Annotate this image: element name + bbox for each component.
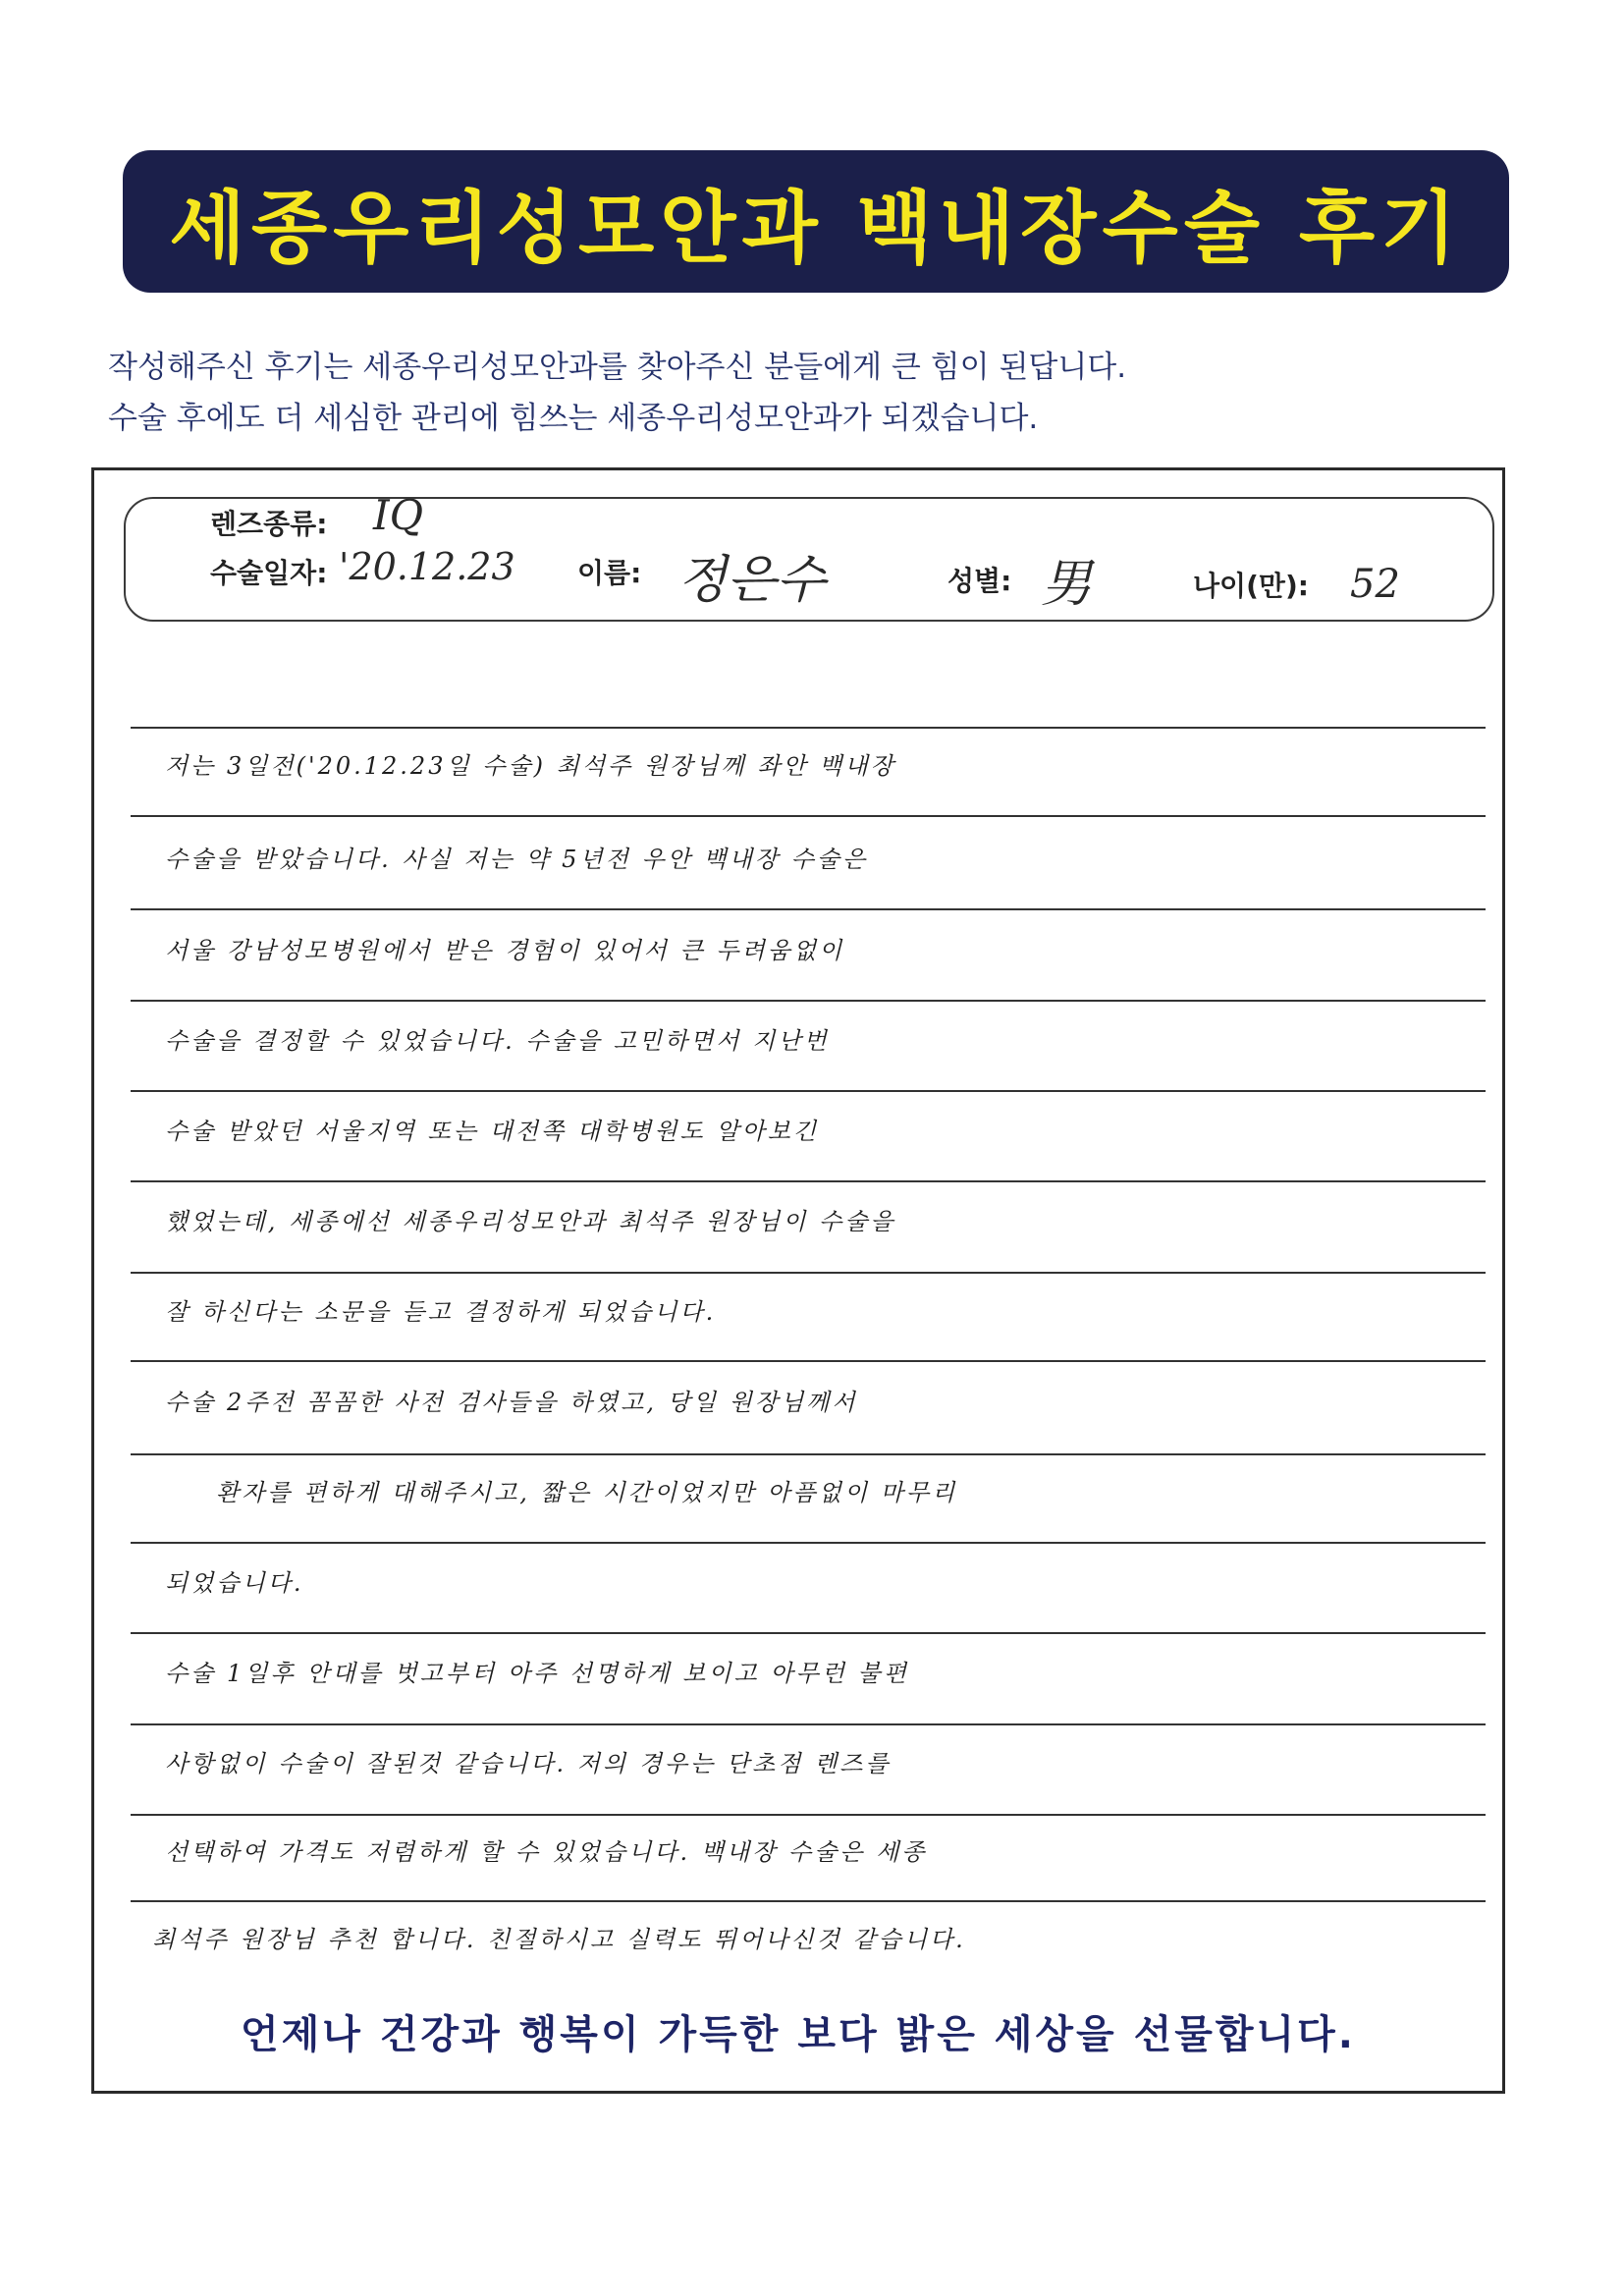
review-line: 수술 1일후 안대를 벗고부터 아주 선명하게 보이고 아무런 불편 — [165, 1660, 909, 1687]
ruled-line — [131, 1272, 1486, 1274]
ruled-line — [131, 908, 1486, 910]
ruled-line — [131, 1723, 1486, 1725]
age-value: 52 — [1350, 562, 1400, 607]
review-line: 했었는데, 세종에선 세종우리성모안과 최석주 원장님이 수술을 — [165, 1208, 896, 1235]
ruled-line — [131, 1180, 1486, 1182]
closing-message: 언제나 건강과 행복이 가득한 보다 밝은 세상을 선물합니다. — [240, 2012, 1357, 2057]
ruled-line — [131, 815, 1486, 817]
lens-type-label: 렌즈종류: — [210, 508, 328, 540]
review-line: 최석주 원장님 추천 합니다. 친절하시고 실력도 뛰어나신것 같습니다. — [152, 1926, 966, 1953]
review-line: 사항없이 수술이 잘된것 같습니다. 저의 경우는 단초점 렌즈를 — [165, 1750, 892, 1777]
ruled-line — [131, 1814, 1486, 1816]
review-line: 잘 하신다는 소문을 듣고 결정하게 되었습니다. — [165, 1298, 717, 1326]
ruled-line — [131, 1542, 1486, 1544]
ruled-line — [131, 1453, 1486, 1455]
ruled-line — [131, 1090, 1486, 1092]
review-line: 환자를 편하게 대해주시고, 짧은 시간이었지만 아픔없이 마무리 — [216, 1479, 958, 1506]
gender-label: 성별: — [947, 565, 1012, 597]
gender-value: 男 — [1041, 555, 1093, 614]
ruled-line — [131, 1900, 1486, 1902]
ruled-line — [131, 1360, 1486, 1362]
ruled-line — [131, 727, 1486, 729]
review-line: 되었습니다. — [165, 1569, 304, 1597]
review-line: 저는 3일전('20.12.23일 수술) 최석주 원장님께 좌안 백내장 — [165, 752, 896, 780]
review-line: 수술 2주전 꼼꼼한 사전 검사들을 하였고, 당일 원장님께서 — [165, 1389, 858, 1416]
surgery-date-label: 수술일자: — [210, 557, 328, 589]
ruled-line — [131, 1000, 1486, 1002]
name-label: 이름: — [577, 557, 642, 589]
review-line: 수술을 받았습니다. 사실 저는 약 5년전 우안 백내장 수술은 — [165, 846, 869, 873]
ruled-line — [131, 1632, 1486, 1634]
surgery-date-value: '20.12.23 — [339, 545, 515, 588]
intro-line-1: 작성해주신 후기는 세종우리성모안과를 찾아주신 분들에게 큰 힘이 된답니다. — [108, 350, 1127, 385]
review-line: 선택하여 가격도 저렴하게 할 수 있었습니다. 백내장 수술은 세종 — [165, 1838, 928, 1866]
review-line: 수술 받았던 서울지역 또는 대전쪽 대학병원도 알아보긴 — [165, 1118, 820, 1145]
name-value: 정은수 — [677, 551, 826, 610]
review-line: 서울 강남성모병원에서 받은 경험이 있어서 큰 두려움없이 — [165, 937, 845, 964]
age-label: 나이(만): — [1193, 570, 1309, 602]
page-title: 세종우리성모안과 백내장수술 후기 — [169, 183, 1463, 274]
title-banner — [123, 150, 1509, 293]
intro-text — [108, 342, 1384, 444]
lens-type-value: IQ — [373, 491, 424, 539]
intro-line-2: 수술 후에도 더 세심한 관리에 힘쓰는 세종우리성모안과가 되겠습니다. — [108, 401, 1039, 436]
review-line: 수술을 결정할 수 있었습니다. 수술을 고민하면서 지난번 — [165, 1027, 830, 1055]
